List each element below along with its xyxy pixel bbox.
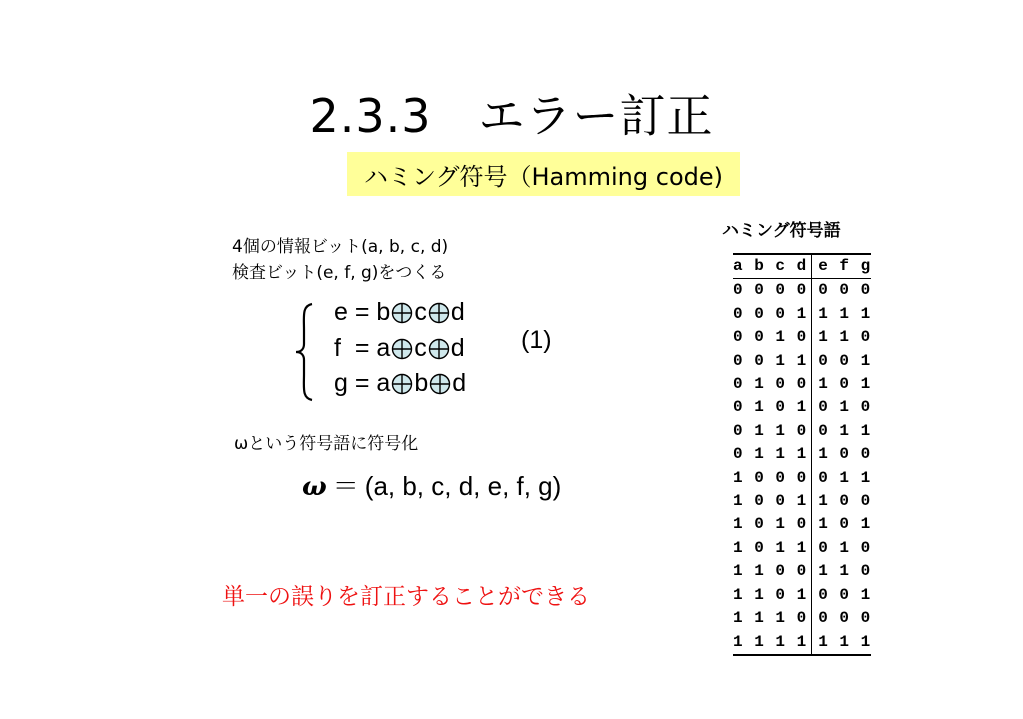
row-check-bits: 1 1 1 bbox=[812, 631, 872, 655]
row-data-bits: 0 1 0 1 bbox=[733, 398, 808, 417]
row-check-bits: 1 0 1 bbox=[812, 513, 872, 536]
row-data-bits: 1 1 0 1 bbox=[733, 585, 808, 604]
equation-f bbox=[334, 334, 465, 363]
table-body bbox=[733, 279, 871, 655]
equation-number: (1) bbox=[521, 326, 552, 354]
conclusion-text: 単一の誤りを訂正することができる bbox=[222, 584, 590, 610]
circled-plus-icon bbox=[428, 338, 450, 360]
info-bits-text: 4個の情報ビット(a, b, c, d) bbox=[232, 237, 449, 257]
circled-plus-icon bbox=[429, 373, 451, 395]
row-data-bits: 1 0 1 1 bbox=[733, 538, 808, 557]
row-data-bits: 1 1 1 0 bbox=[733, 609, 808, 628]
row-check-bits: 1 0 0 bbox=[812, 443, 872, 466]
table-row bbox=[733, 303, 871, 326]
equation-g-term1: b bbox=[414, 369, 429, 397]
table-row bbox=[733, 560, 871, 583]
row-data-bits: 1 0 1 0 bbox=[733, 515, 808, 534]
encoding-label: ωという符号語に符号化 bbox=[234, 434, 419, 454]
table-row bbox=[733, 420, 871, 443]
row-check-bits: 0 0 0 bbox=[812, 279, 872, 303]
row-check-bits: 0 1 0 bbox=[812, 396, 872, 419]
table-row bbox=[733, 350, 871, 373]
equation-g bbox=[334, 369, 466, 398]
row-check-bits: 1 0 1 bbox=[812, 373, 872, 396]
table-row bbox=[733, 607, 871, 630]
table-header-row bbox=[733, 254, 871, 279]
row-check-bits: 0 0 1 bbox=[812, 350, 872, 373]
row-data-bits: 0 0 0 1 bbox=[733, 304, 808, 323]
codeword-tuple: (a, b, c, d, e, f, g) bbox=[364, 471, 562, 501]
codeword-definition bbox=[302, 466, 561, 503]
left-brace-icon bbox=[294, 302, 316, 402]
page-title: 2.3.3 エラー訂正 bbox=[309, 89, 714, 143]
subtitle-text: ハミング符号（Hamming code) bbox=[363, 162, 723, 191]
row-data-bits: 1 0 0 1 bbox=[733, 492, 808, 511]
row-data-bits: 0 0 1 0 bbox=[733, 328, 808, 347]
table-row bbox=[733, 584, 871, 607]
table-row bbox=[733, 443, 871, 466]
equation-f-term2: d bbox=[450, 334, 465, 362]
row-check-bits: 1 1 1 bbox=[812, 303, 872, 326]
row-data-bits: 0 0 0 0 bbox=[733, 281, 808, 300]
omega-symbol: ω bbox=[302, 472, 327, 502]
row-check-bits: 0 1 1 bbox=[812, 420, 872, 443]
header-data-bits: a b c d bbox=[733, 254, 812, 279]
row-check-bits: 1 0 0 bbox=[812, 490, 872, 513]
check-bits-text: 検査ビット(e, f, g)をつくる bbox=[232, 263, 447, 283]
table-row bbox=[733, 513, 871, 536]
circled-plus-icon bbox=[428, 302, 450, 324]
row-check-bits: 0 1 0 bbox=[812, 537, 872, 560]
table-row bbox=[733, 373, 871, 396]
row-data-bits: 0 0 1 1 bbox=[733, 351, 808, 370]
equation-g-term2: d bbox=[452, 369, 467, 397]
table-row bbox=[733, 326, 871, 349]
row-data-bits: 1 0 0 0 bbox=[733, 468, 808, 487]
row-check-bits: 0 0 0 bbox=[812, 607, 872, 630]
table-row bbox=[733, 537, 871, 560]
table-row bbox=[733, 490, 871, 513]
subtitle-banner bbox=[347, 152, 740, 196]
circled-plus-icon bbox=[391, 338, 413, 360]
hamming-code-table bbox=[733, 253, 871, 656]
row-data-bits: 0 1 0 0 bbox=[733, 375, 808, 394]
table-title: ハミング符号語 bbox=[722, 221, 841, 241]
row-data-bits: 0 1 1 1 bbox=[733, 445, 808, 464]
equation-e-lhs: e = b bbox=[334, 298, 391, 326]
row-data-bits: 1 1 0 0 bbox=[733, 562, 808, 581]
row-check-bits: 1 1 0 bbox=[812, 560, 872, 583]
circled-plus-icon bbox=[391, 373, 413, 395]
circled-plus-icon bbox=[391, 302, 413, 324]
row-check-bits: 1 1 0 bbox=[812, 326, 872, 349]
table-row bbox=[733, 396, 871, 419]
equals-sign: ＝ bbox=[332, 472, 359, 502]
table-row bbox=[733, 467, 871, 490]
row-data-bits: 1 1 1 1 bbox=[733, 632, 808, 651]
equation-e bbox=[334, 298, 465, 327]
row-data-bits: 0 1 1 0 bbox=[733, 421, 808, 440]
equation-e-term2: d bbox=[450, 298, 465, 326]
equation-f-term1: c bbox=[414, 334, 427, 362]
equation-f-lhs: f = a bbox=[334, 334, 391, 362]
equation-g-lhs: g = a bbox=[334, 369, 391, 397]
row-check-bits: 0 0 1 bbox=[812, 584, 872, 607]
row-check-bits: 0 1 1 bbox=[812, 467, 872, 490]
table-row bbox=[733, 631, 871, 655]
header-check-bits: e f g bbox=[812, 254, 872, 279]
equation-e-term1: c bbox=[414, 298, 427, 326]
table-row bbox=[733, 279, 871, 303]
